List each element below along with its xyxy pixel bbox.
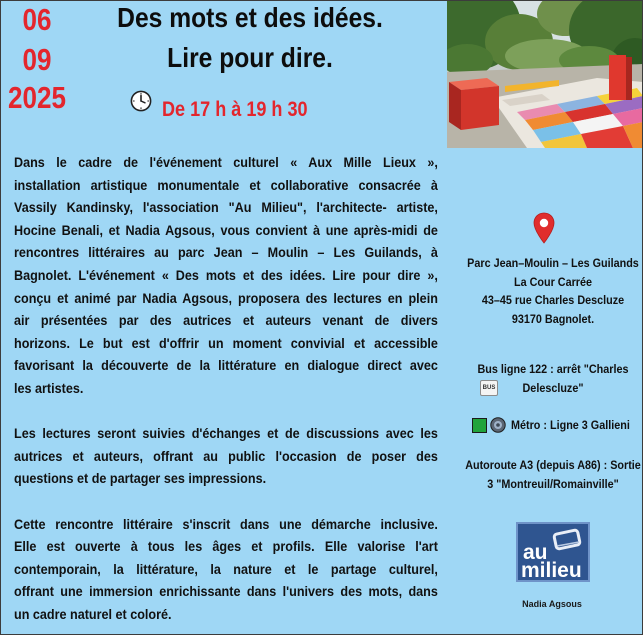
logo-text-milieu: milieu — [521, 559, 582, 582]
event-time: De 17 h à 19 h 30 — [162, 98, 308, 121]
bus-icon: BUS — [480, 380, 498, 396]
text-line: offrant une immersion enrichissante dans l'univers des mots, dans — [14, 583, 438, 600]
venue-city: 93170 Bagnolet. — [511, 312, 595, 327]
text-line: Dans le cadre de l'événement culturel « Aux Mille Lieux », — [14, 154, 438, 170]
text-line: contemporain, la littérature, la nature et le partage culturel, — [14, 560, 438, 577]
text-line: air présentées par des autrices et auteurs venant de divers — [14, 312, 438, 329]
venue-street: 43–45 rue Charles Descluze — [481, 293, 625, 308]
road-highway-text: Autoroute A3 (depuis A86) : Sortie — [465, 458, 641, 472]
metro-line-color-icon — [472, 418, 487, 433]
venue-place: La Cour Carrée — [513, 274, 593, 289]
venue-address — [463, 254, 643, 329]
text-line: Cette rencontre littéraire s'inscrit dans une démarche inclusive. — [14, 515, 438, 532]
text-line: Bagnolet. L'événement « Des mots et des idées. Lire pour dire », — [14, 266, 438, 283]
road-info — [463, 456, 643, 494]
text-line: les artistes. — [14, 379, 84, 396]
event-subtitle: Lire pour dire. — [167, 42, 333, 73]
text-line: autrices et auteurs, offrant au public l'occasion de poser des — [14, 447, 438, 464]
photo-red-block — [609, 55, 632, 100]
text-line: Vassily Kandinsky, l'association "Au Milieu", l'architecte- artiste, — [14, 199, 438, 216]
au-milieu-logo — [516, 522, 590, 582]
road-exit-text: 3 "Montreuil/Romainville" — [487, 477, 619, 491]
logo-caption: Nadia Agsous — [522, 599, 582, 609]
text-line: un cadre naturel et coloré. — [14, 605, 172, 622]
logo-shape-icon — [548, 526, 586, 554]
text-line: favorisant la découverte de la littérature en dialogue direct avec — [14, 357, 438, 374]
text-line: Hocine Benali, et Nadia Agsous, vous convient à une après-midi de — [14, 221, 438, 238]
park-installation-photo — [447, 0, 643, 148]
metro-icon — [490, 417, 506, 433]
venue-park: Parc Jean–Moulin – Les Guilands — [467, 256, 639, 270]
photo-red-cube — [449, 78, 499, 130]
text-line: Les lectures seront suivies d'échanges et de discussions avec les — [14, 425, 438, 442]
text-line: Elle est ouverte à tous les âges et profils. Elle valorise l'art — [14, 538, 438, 555]
date-month: 09 — [22, 42, 52, 77]
text-line: rencontres littéraires au parc Jean – Moulin – Les Guilands, à — [14, 244, 438, 261]
event-description — [14, 151, 438, 625]
event-title: Des mots et des idées. — [117, 2, 383, 33]
date-year: 2025 — [8, 80, 66, 115]
date-day: 06 — [22, 2, 52, 37]
logo-text-au: au — [523, 541, 548, 564]
text-line: installation artistique monumentale et collaborative consacrée à — [14, 176, 438, 193]
text-line: conçu et animé par Nadia Agsous, proposera des lectures en plein — [14, 289, 438, 306]
paragraph-intro — [14, 151, 438, 400]
clock-icon — [130, 90, 152, 112]
text-line: horizons. Le but est d'offrir un moment convivial et accessible — [14, 334, 438, 351]
metro-info: Métro : Ligne 3 Gallieni — [511, 418, 630, 432]
bus-stop-text: Delescluze" — [522, 381, 584, 395]
paragraph-inclusion — [14, 513, 438, 626]
map-pin-icon — [533, 212, 555, 244]
paragraph-discussion — [14, 422, 438, 490]
bus-line-text: Bus ligne 122 : arrêt "Charles — [477, 362, 629, 376]
text-line: questions et de partager ses impressions. — [14, 470, 267, 487]
